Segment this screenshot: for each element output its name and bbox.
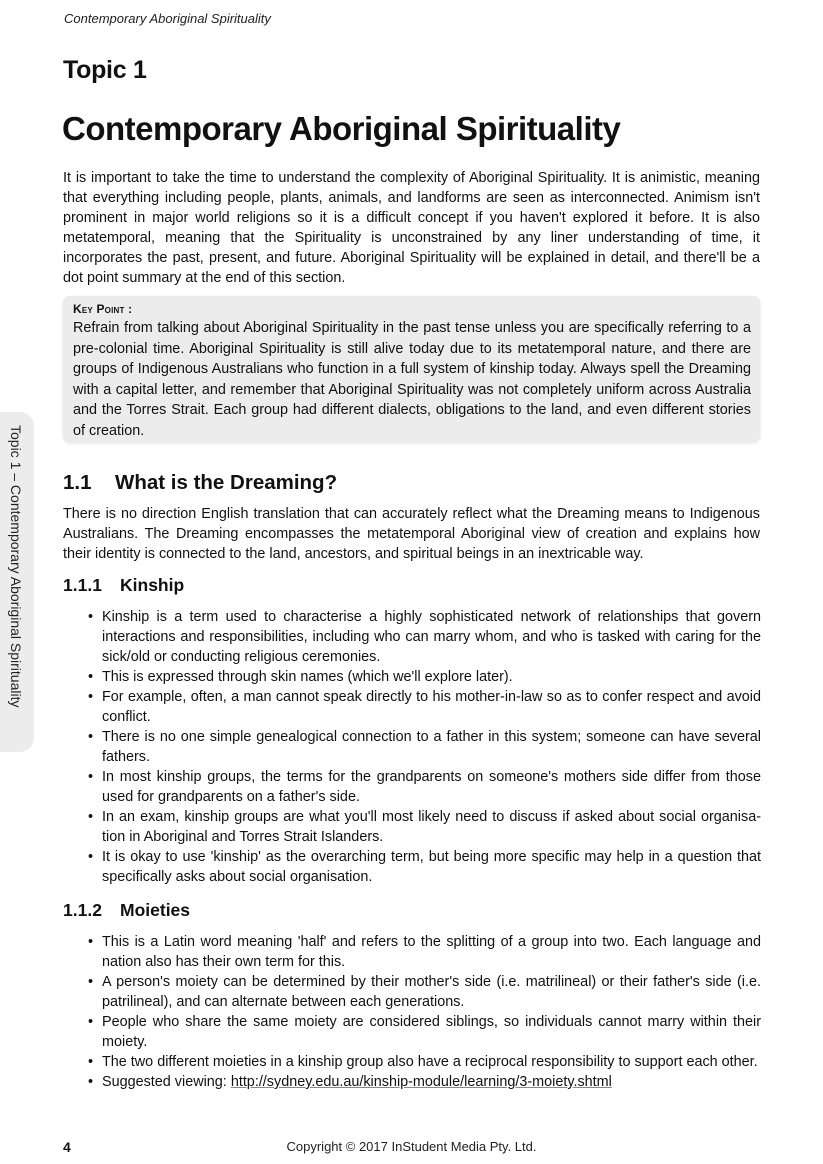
list-item: • It is okay to use 'kinship' as the overarching term, but being more specific may help in a question that specifically asks about social organisation. xyxy=(88,849,761,885)
key-point-box xyxy=(63,296,760,442)
bullet-icon: • xyxy=(88,609,94,625)
chapter-title: Contemporary Aboriginal Spirituality xyxy=(62,110,621,147)
section-number: 1.1 xyxy=(63,471,92,494)
list-item: • There is no one simple genealogical connection to a father in this system; someone can have several fathers. xyxy=(88,729,761,765)
list-item: • For example, often, a man cannot speak directly to his mother-in-law so as to confer respect and avoid conflict. xyxy=(88,689,761,725)
moieties-bullet-list xyxy=(87,932,761,1092)
bullet-icon: • xyxy=(88,1054,94,1070)
suggested-viewing-label: Suggested viewing: xyxy=(102,1074,231,1090)
bullet-icon: • xyxy=(88,974,94,990)
section-heading-1-1-1 xyxy=(63,575,184,596)
side-tab-label: Topic 1 – Contemporary Aboriginal Spirituality xyxy=(8,425,24,708)
list-item: • Kinship is a term used to characterise a highly sophisticated network of relationships that govern interactions and responsibilities, including who can marry whom, and who is tasked with caring for the sick/old or conducting religious ceremonies. xyxy=(88,609,761,665)
bullet-icon: • xyxy=(88,849,94,865)
intro-paragraph: It is important to take the time to understand the complexity of Aboriginal Spirituality. It is animistic, meaning that everything including people, plants, animals, and landforms are seen as interconnected. Animism isn't prominent in major world religions so it is a difficult concept if you haven't explored it before. It is also metatemporal, meaning that the Spirituality is unconstrained by any liner understanding of time, it incorporates the past, present, and future. Aboriginal Spirituality will be explained in detail, and there'll be a dot point summary at the end of this section. xyxy=(63,170,760,286)
list-item: • This is expressed through skin names (which we'll explore later). xyxy=(88,669,513,685)
key-point-label: Key Point : xyxy=(73,302,133,316)
section-title: What is the Dreaming? xyxy=(115,471,338,494)
key-point-body: Refrain from talking about Aboriginal Spirituality in the past tense unless you are specifically referring to a pre-colonial time. Aboriginal Spirituality is still alive today due to its metatemporal nature, and there are groups of Indigenous Australians who function in a full system of kinship today. Always spell the Dreaming with a capital letter, and remember that Aboriginal Spirituality was not completely uniform across Australia and the Torres Strait. Each group had different dialects, obligations to the land, and even different stories of creation. xyxy=(73,320,751,439)
list-item: • In most kinship groups, the terms for the grandparents on someone's mothers side differ from those used for grandparents on a father's side. xyxy=(88,769,761,805)
list-item: • A person's moiety can be determined by their mother's side (i.e. matrilineal) or their father's side (i.e. patrilineal), and can alternate between each generations. xyxy=(88,974,761,1010)
section-title: Moieties xyxy=(120,900,191,920)
section-heading-1-1 xyxy=(63,471,337,495)
bullet-icon: • xyxy=(88,1074,94,1090)
running-header: Contemporary Aboriginal Spirituality xyxy=(64,11,271,26)
bullet-icon: • xyxy=(88,689,94,705)
kinship-bullet-list xyxy=(87,607,761,887)
bullet-icon: • xyxy=(88,809,94,825)
topic-label: Topic 1 xyxy=(63,56,147,84)
section-heading-1-1-2 xyxy=(63,900,190,921)
list-item: • In an exam, kinship groups are what you'll most likely need to discuss if asked about social organisation in Aboriginal and Torres Strait Islanders. xyxy=(88,809,761,845)
dreaming-paragraph: There is no direction English translation that can accurately reflect what the Dreaming means to Indigenous Australians. The Dreaming encompasses the metatemporal Aboriginal view of creation and explains how their identity is connected to the land, ancestors, and spiritual beings in an inextricable way. xyxy=(63,506,760,562)
copyright-notice: Copyright © 2017 InStudent Media Pty. Ltd. xyxy=(286,1139,537,1154)
page-number: 4 xyxy=(63,1139,71,1155)
bullet-icon: • xyxy=(88,1014,94,1030)
list-item: • People who share the same moiety are considered siblings, so individuals cannot marry within their moiety. xyxy=(88,1014,761,1050)
bullet-icon: • xyxy=(88,669,94,685)
bullet-icon: • xyxy=(88,934,94,950)
bullet-icon: • xyxy=(88,769,94,785)
bullet-icon: • xyxy=(88,729,94,745)
list-item: • The two different moieties in a kinship group also have a reciprocal responsibility to support each other. xyxy=(88,1054,758,1070)
section-number: 1.1.1 xyxy=(63,575,102,595)
list-item: • This is a Latin word meaning 'half' and refers to the splitting of a group into two. Each language and nation also has their own term for this. xyxy=(88,934,761,970)
section-title: Kinship xyxy=(120,575,185,595)
section-number: 1.1.2 xyxy=(63,900,102,920)
list-item xyxy=(87,1072,761,1092)
suggested-viewing-link[interactable]: http://sydney.edu.au/kinship-module/learning/3-moiety.shtml xyxy=(230,1074,612,1090)
